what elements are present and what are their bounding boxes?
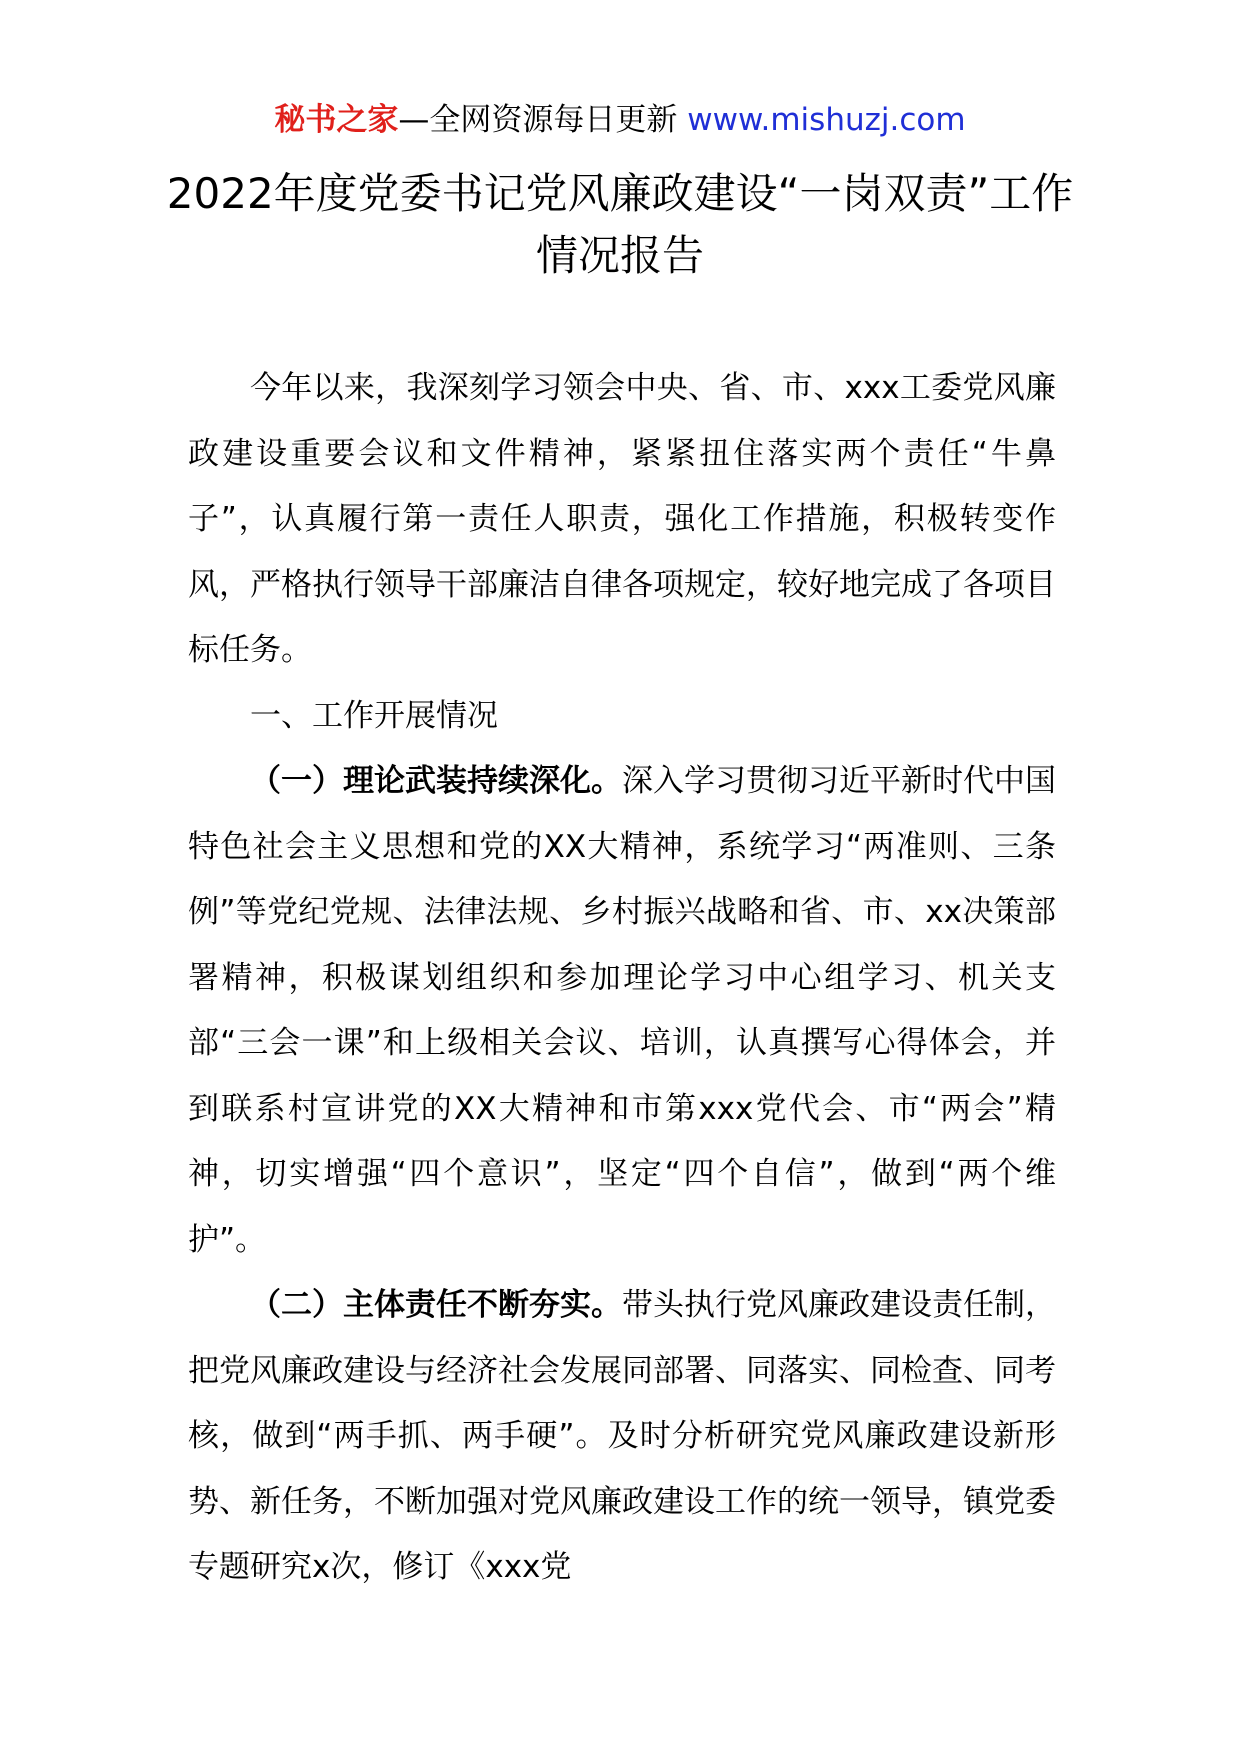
item-text-2: 带头执行党风廉政建设责任制，把党风廉政建设与经济社会发展同部署、同落实、同检查、同考核，做到“两手抓、两手硬”。及时分析研究党风廉政建设新形势、新任务，不断加强对党风廉政建设工作的统一领导，镇党委专题研究x次，修订《xxx党 <box>188 1287 1056 1585</box>
header-tagline: —全网资源每日更新 <box>398 102 688 138</box>
item-paragraph-1 <box>188 749 1056 1273</box>
item-lead-1: （一）理论武装持续深化。 <box>250 763 622 799</box>
item-text-1: 深入学习贯彻习近平新时代中国特色社会主义思想和党的XX大精神，系统学习“两准则、三条例”等党纪党规、法律法规、乡村振兴战略和省、市、xx决策部署精神，积极谋划组织和参加理论学习中心组学习、机关支部“三会一课”和上级相关会议、培训，认真撰写心得体会，并到联系村宣讲党的XX大精神和市第xxx党代会、市“两会”精神，切实增强“四个意识”，坚定“四个自信”，做到“两个维护”。 <box>188 763 1056 1258</box>
intro-paragraph: 今年以来，我深刻学习领会中央、省、市、xxx工委党风廉政建设重要会议和文件精神，紧紧扭住落实两个责任“牛鼻子”，认真履行第一责任人职责，强化工作措施，积极转变作风，严格执行领导干部廉洁自律各项规定，较好地完成了各项目标任务。 <box>188 370 1056 668</box>
site-url-link[interactable]: www.mishuzj.com <box>687 102 966 138</box>
document-body <box>188 356 1056 1601</box>
item-lead-2: （二）主体责任不断夯实。 <box>250 1287 622 1323</box>
section-heading: 一、工作开展情况 <box>250 697 498 734</box>
item-paragraph-2 <box>188 1273 1056 1601</box>
document-title: 2022年度党委书记党风廉政建设“一岗双责”工作情况报告 <box>166 169 1074 280</box>
site-header <box>0 98 1240 142</box>
brand-name: 秘书之家 <box>274 102 399 138</box>
